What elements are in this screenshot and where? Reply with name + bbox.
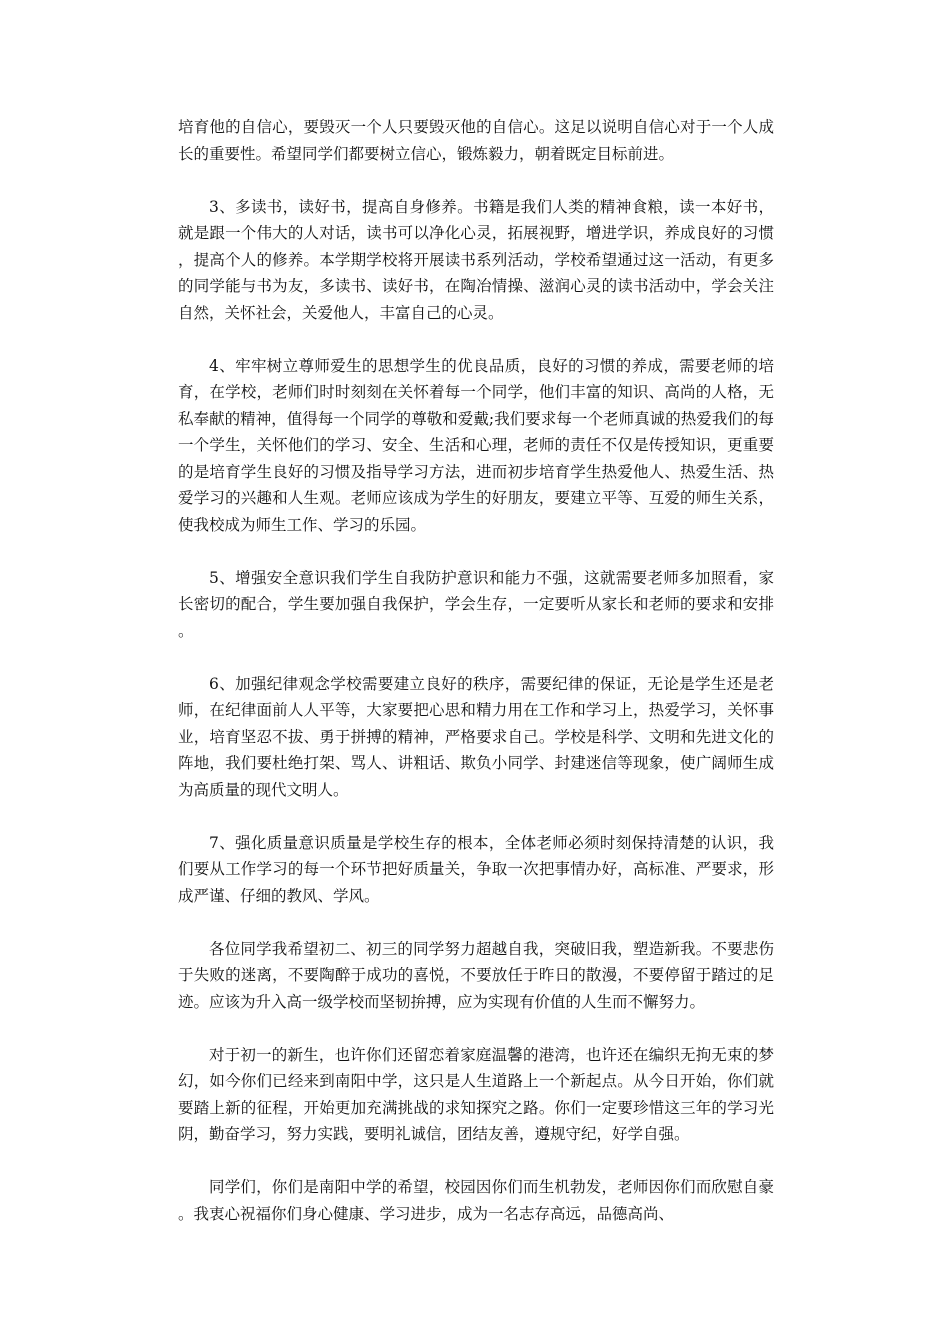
paragraph-6: 7、强化质量意识质量是学校生存的根本，全体老师必须时刻保持清楚的认识，我们要从工作学习的每一个环节把好质量关，争取一次把事情办好，高标准、严要求，形成严谨、仔细的教风、学风。 xyxy=(178,833,774,905)
paragraph-7: 各位同学我希望初二、初三的同学努力超越自我，突破旧我，塑造新我。不要悲伤于失败的迷离，不要陶醉于成功的喜悦，不要放任于昨日的散漫，不要停留于踏过的足迹。应该为升入高一级学校而坚韧拚搏，应为实现有价值的人生而不懈努力。 xyxy=(178,939,774,1011)
paragraph-5: 6、加强纪律观念学校需要建立良好的秩序，需要纪律的保证，无论是学生还是老师，在纪律面前人人平等，大家要把心思和精力用在工作和学习上，热爱学习，关怀事业，培育坚忍不拔、勇于拼搏的精神，严格要求自己。学校是科学、文明和先进文化的阵地，我们要杜绝打架、骂人、讲粗话、欺负小同学、封建迷信等现象，使广阔师生成为高质量的现代文明人。 xyxy=(178,674,774,799)
paragraph-3: 4、牢牢树立尊师爱生的思想学生的优良品质，良好的习惯的养成，需要老师的培育，在学校，老师们时时刻刻在关怀着每一个同学，他们丰富的知识、高尚的人格，无私奉献的精神，值得每一个同学的尊敬和爱戴;我们要求每一个老师真诚的热爱我们的每一个学生，关怀他们的学习、安全、生活和心理，老师的责任不仅是传授知识，更重要的是培育学生良好的习惯及指导学习方法，进而初步培育学生热爱他人、热爱生活、热爱学习的兴趣和人生观。老师应该成为学生的好朋友，要建立平等、互爱的师生关系，使我校成为师生工作、学习的乐园。 xyxy=(178,356,774,534)
paragraph-9: 同学们，你们是南阳中学的希望，校园因你们而生机勃发，老师因你们而欣慰自豪。我衷心祝福你们身心健康、学习进步，成为一名志存高远，品德高尚、 xyxy=(178,1178,774,1223)
paragraph-2: 3、多读书，读好书，提高自身修养。书籍是我们人类的精神食粮，读一本好书，就是跟一个伟大的人对话，读书可以净化心灵，拓展视野，增进学识，养成良好的习惯，提高个人的修养。本学期学校将开展读书系列活动，学校希望通过这一活动，有更多的同学能与书为友，多读书、读好书，在陶冶情操、滋润心灵的读书活动中，学会关注自然，关怀社会，关爱他人，丰富自己的心灵。 xyxy=(178,197,774,322)
document-body xyxy=(178,114,774,1254)
paragraph-4: 5、增强安全意识我们学生自我防护意识和能力不强，这就需要老师多加照看，家长密切的配合，学生要加强自我保护，学会生存，一定要听从家长和老师的要求和安排。 xyxy=(178,568,774,640)
paragraph-8: 对于初一的新生，也许你们还留恋着家庭温馨的港湾，也许还在编织无拘无束的梦幻，如今你们已经来到南阳中学，这只是人生道路上一个新起点。从今日开始，你们就要踏上新的征程，开始更加充满挑战的求知探究之路。你们一定要珍惜这三年的学习光阴，勤奋学习，努力实践，要明礼诚信，团结友善，遵规守纪，好学自强。 xyxy=(178,1045,774,1143)
paragraph-1: 培育他的自信心，要毁灭一个人只要毁灭他的自信心。这足以说明自信心对于一个人成长的重要性。希望同学们都要树立信心，锻炼毅力，朝着既定目标前进。 xyxy=(178,118,774,163)
